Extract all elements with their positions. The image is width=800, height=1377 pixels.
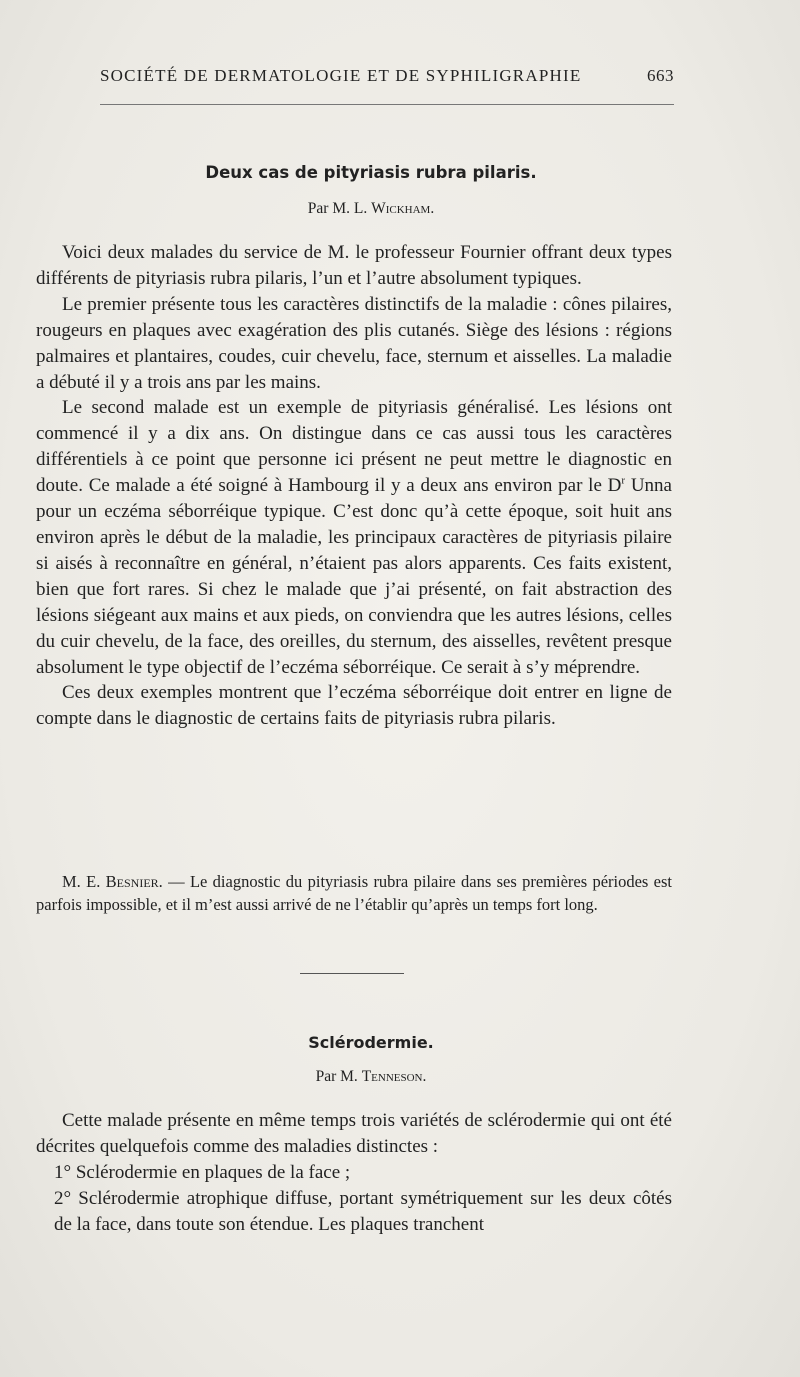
article-title-pityriasis: Deux cas de pityriasis rubra pilaris.: [205, 163, 537, 182]
byline-prefix: Par M.: [315, 1068, 358, 1085]
article-title-sclerodermie: Sclérodermie.: [308, 1033, 434, 1052]
speaker-prefix: M. E.: [62, 872, 101, 891]
article-body-sclerodermie: [36, 1108, 672, 1238]
paragraph: Voici deux malades du service de M. le professeur Fournier offrant deux types différents de pityriasis rubra pilaris, l’un et l’autre absolument typiques.: [36, 242, 672, 289]
byline-suffix: .: [430, 200, 435, 217]
discussion-besnier: [36, 871, 672, 916]
byline-prefix: Par M. L.: [307, 200, 368, 217]
section-separator: [300, 973, 404, 974]
list-item: 2° Sclérodermie atrophique diffuse, portant symétriquement sur les deux côtés de la face, dans toute son étendue. Les plaques tranchent: [54, 1187, 672, 1235]
running-title: SOCIÉTÉ DE DERMATOLOGIE ET DE SYPHILIGRAPHIE: [100, 66, 582, 85]
author-name: Wickham: [371, 200, 431, 217]
paragraph: Le premier présente tous les caractères distinctifs de la maladie : cônes pilaires, rougeurs en plaques avec exagération des plis cutanés. Siège des lésions : régions palmaires et plantaires, coudes, cuir chevelu, face, sternum et aisselles. La maladie a débuté il y a trois ans par les mains.: [36, 293, 672, 393]
paragraph: [36, 395, 672, 680]
header-rule: [100, 104, 674, 105]
paragraph: [36, 871, 672, 916]
author-name: Tenneson: [361, 1068, 423, 1085]
running-header: [100, 66, 674, 94]
paragraph-text: Unna pour un eczéma séborréique typique. C’est donc qu’à cette époque, soit huit ans environ après le début de la maladie, les principaux caractères de pityriasis pilaire si aisés à reconnaître en général, n’étaient pas alors apparents. Ces faits existent, bien que fort rares. Si chez le malade que j’ai présenté, on fait abstraction des lésions siégeant aux mains et aux pieds, on conviendra que les autres lésions, celles du cuir chevelu, de la face, des oreilles, du sternum, des aisselles, revêtent presque absolument le type objectif de l’eczéma séborréique. Ce serait à s’y méprendre.: [36, 475, 672, 678]
paragraph-text: Le second malade est un exemple de pityriasis généralisé. Les lésions ont commencé il y a dix ans. On distingue dans ce cas aussi tous les caractères différentiels à ce point que personne ici présent ne peut mettre le diagnostic en doute. Ce malade a été soigné à Hambourg il y a deux ans environ par le D: [36, 397, 672, 497]
paragraph: Cette malade présente en même temps trois variétés de sclérodermie qui ont été décrites quelquefois comme des maladies distinctes :: [36, 1110, 672, 1157]
superscript: r: [621, 474, 626, 487]
byline-suffix: .: [422, 1068, 427, 1085]
article-body-pityriasis: [36, 240, 672, 732]
page-number: 663: [647, 66, 674, 85]
discussion-text: . — Le diagnostic du pityriasis rubra pilaire dans ses premières périodes est parfois impossible, et il m’est aussi arrivé de ne l’établir qu’après un temps fort long.: [36, 872, 673, 914]
paragraph: Ces deux exemples montrent que l’eczéma séborréique doit entrer en ligne de compte dans le diagnostic de certains faits de pityriasis rubra pilaris.: [36, 682, 672, 730]
speaker-name: Besnier: [105, 872, 159, 891]
byline-tenneson: [36, 1068, 706, 1086]
list-item: 1° Sclérodermie en plaques de la face ;: [54, 1161, 351, 1183]
byline-wickham: [36, 200, 706, 218]
